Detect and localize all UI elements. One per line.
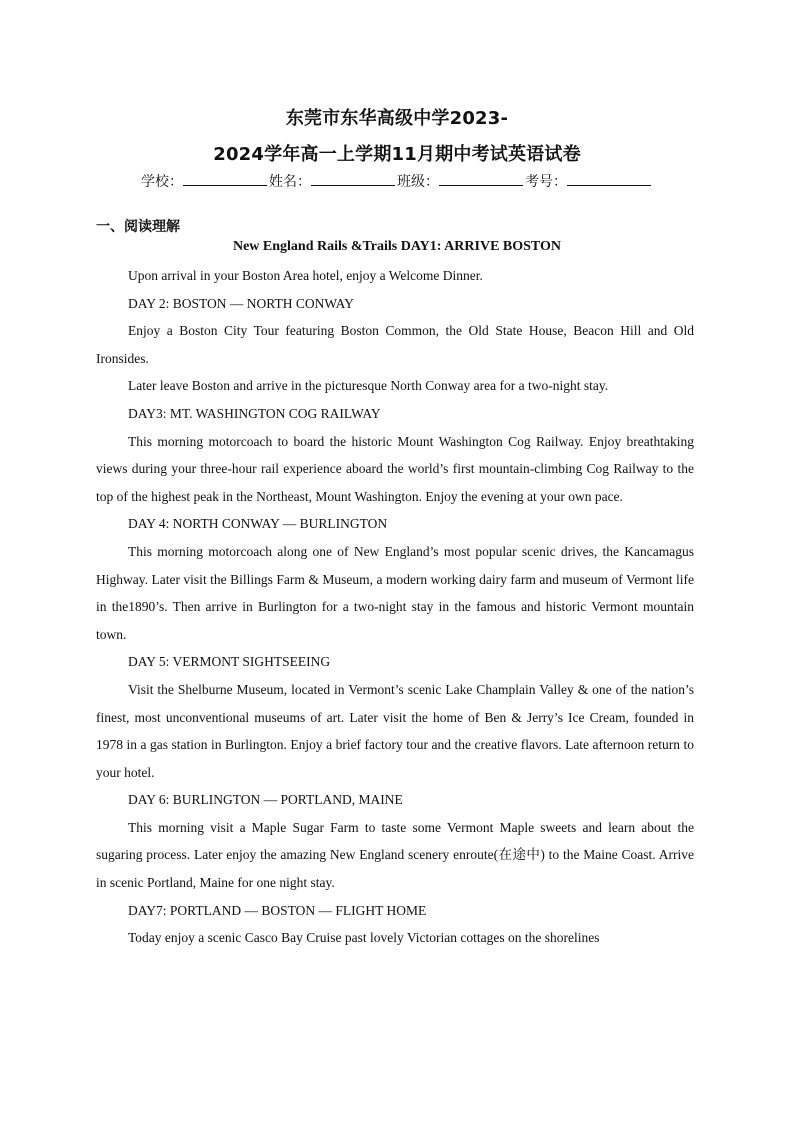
- class-label: 班级：: [397, 174, 439, 190]
- day-heading: DAY 2: BOSTON — NORTH CONWAY: [128, 295, 354, 311]
- name-blank[interactable]: [311, 171, 395, 186]
- class-blank[interactable]: [439, 171, 523, 186]
- passage-paragraph: Enjoy a Boston City Tour featuring Boston Common, the Old State House, Beacon Hill and Old Ironsides.: [96, 323, 694, 366]
- day-heading: DAY 5: VERMONT SIGHTSEEING: [128, 654, 331, 670]
- exam-no-label: 考号：: [525, 174, 567, 190]
- passage-paragraph: This morning motorcoach along one of New England’s most popular scenic drives, the Kancamagus Highway. Later visit the Billings Farm & Museum, a modern working dairy farm and museum of Vermont life in the1890’s. Then arrive in Burlington for a two-night stay in the famous and historic Vermont mountain town.: [96, 543, 694, 642]
- school-blank[interactable]: [183, 171, 267, 186]
- exam-title-line1: 东莞市东华高级中学2023-: [285, 108, 509, 129]
- passage-paragraph: This morning motorcoach to board the historic Mount Washington Cog Railway. Enjoy breathtaking views during your three-hour rail experience aboard the world’s first mountain-climbing Cog Railway to the top of the highest peak in the Northeast, Mount Washington. Enjoy the evening at your own pace.: [96, 433, 694, 504]
- passage-paragraph: Visit the Shelburne Museum, located in Vermont’s scenic Lake Champlain Valley & one of the nation’s finest, most unconventional museums of art. Later visit the home of Ben & Jerry’s Ice Cream, founded in 1978 in a gas station in Burlington. Enjoy a brief factory tour and the creative flavors. Late afternoon return to your hotel.: [96, 681, 694, 780]
- day-heading: DAY3: MT. WASHINGTON COG RAILWAY: [128, 405, 381, 421]
- passage-title: New England Rails &Trails DAY1: ARRIVE BOSTON: [232, 239, 562, 254]
- passage-paragraph: Later leave Boston and arrive in the picturesque North Conway area for a two-night stay.: [128, 378, 609, 394]
- passage-paragraph: This morning visit a Maple Sugar Farm to taste some Vermont Maple sweets and learn about the sugaring process. Later enjoy the amazing New England scenery enroute(在途中) to the Maine Coast. Arrive in scenic Portland, Maine for one night stay.: [96, 819, 694, 891]
- school-label: 学校：: [141, 174, 183, 190]
- passage-body: [96, 262, 694, 952]
- name-label: 姓名：: [269, 174, 311, 190]
- day-heading: DAY 6: BURLINGTON — PORTLAND, MAINE: [128, 792, 403, 808]
- passage-paragraph: Today enjoy a scenic Casco Bay Cruise past lovely Victorian cottages on the shorelines: [128, 930, 600, 946]
- passage-paragraph: Upon arrival in your Boston Area hotel, enjoy a Welcome Dinner.: [128, 268, 483, 283]
- day-heading: DAY 4: NORTH CONWAY — BURLINGTON: [128, 516, 388, 532]
- day-heading: DAY7: PORTLAND — BOSTON — FLIGHT HOME: [128, 902, 427, 918]
- exam-no-blank[interactable]: [567, 171, 651, 186]
- section-heading: 一、阅读理解: [96, 219, 180, 235]
- student-info-line: [0, 171, 794, 191]
- exam-title-line2: 2024学年高一上学期11月期中考试英语试卷: [213, 144, 581, 165]
